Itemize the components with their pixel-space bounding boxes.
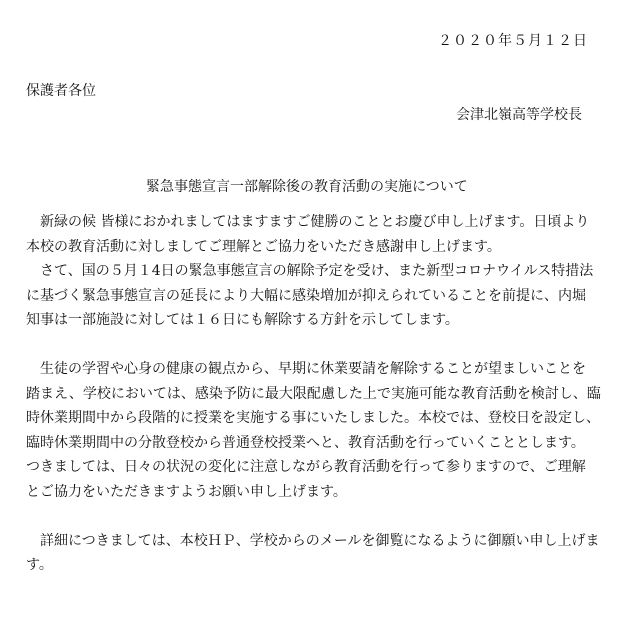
body-line: 本校の教育活動に対しましてご理解とご協力をいただき感謝申し上げます。 — [26, 238, 501, 255]
paragraph-details — [26, 529, 616, 578]
body-line: 新緑の候 皆様におかれましてはますますご健勝のこととお慶び申し上げます。日頃より — [26, 214, 590, 230]
body-line: 生徒の学習や心身の健康の観点から、早期に休業要請を解除することが望ましいことを — [26, 361, 586, 377]
body-line: 知事は一部施設に対しては１６日にも解除する方針を示してします。 — [26, 312, 459, 328]
document-date: ２０２０年５月１２日 — [438, 33, 588, 49]
body-line: つきましては、日々の状況の変化に注意しながら教育活動を行って参りますので、ご理解 — [26, 459, 586, 475]
recipient-line: 保護者各位 — [26, 83, 96, 99]
body-line: とご協力をいただきますようお願い申し上げます。 — [26, 483, 347, 500]
body-line: 臨時休業期間中の分散登校から普通登校授業へと、教育活動を行っていくこととします。 — [26, 434, 585, 451]
paragraph-background — [26, 259, 616, 333]
body-line: に基づく緊急事態宣言の延長により大幅に感染増加が抑えられていることを前提に、内堀 — [26, 287, 586, 304]
paragraph-gap — [26, 333, 616, 358]
document-title: 緊急事態宣言一部解除後の教育活動の実施について — [146, 179, 468, 195]
paragraph-gap — [26, 504, 616, 529]
document-body — [26, 210, 616, 578]
paragraph-plan — [26, 357, 616, 504]
paragraph-greeting — [26, 210, 616, 259]
body-line: 時休業期間中から段階的に授業を実施する事にいたしました。本校では、登校日を設定し、 — [26, 410, 600, 426]
sender-line: 会津北嶺高等学校長 — [456, 107, 582, 123]
body-line: 踏まえ、学校においては、感染予防に最大限配慮した上で実施可能な教育活動を検討し、臨 — [26, 385, 601, 402]
body-line: さて、国の５月１4日の緊急事態宣言の解除予定を受け、また新型コロナウイルス特措法 — [26, 263, 594, 279]
body-line: す。 — [26, 557, 53, 573]
body-line: 詳細につきましては、本校ＨＰ、学校からのメールを御覧になるように御願い申し上げま — [26, 532, 600, 549]
